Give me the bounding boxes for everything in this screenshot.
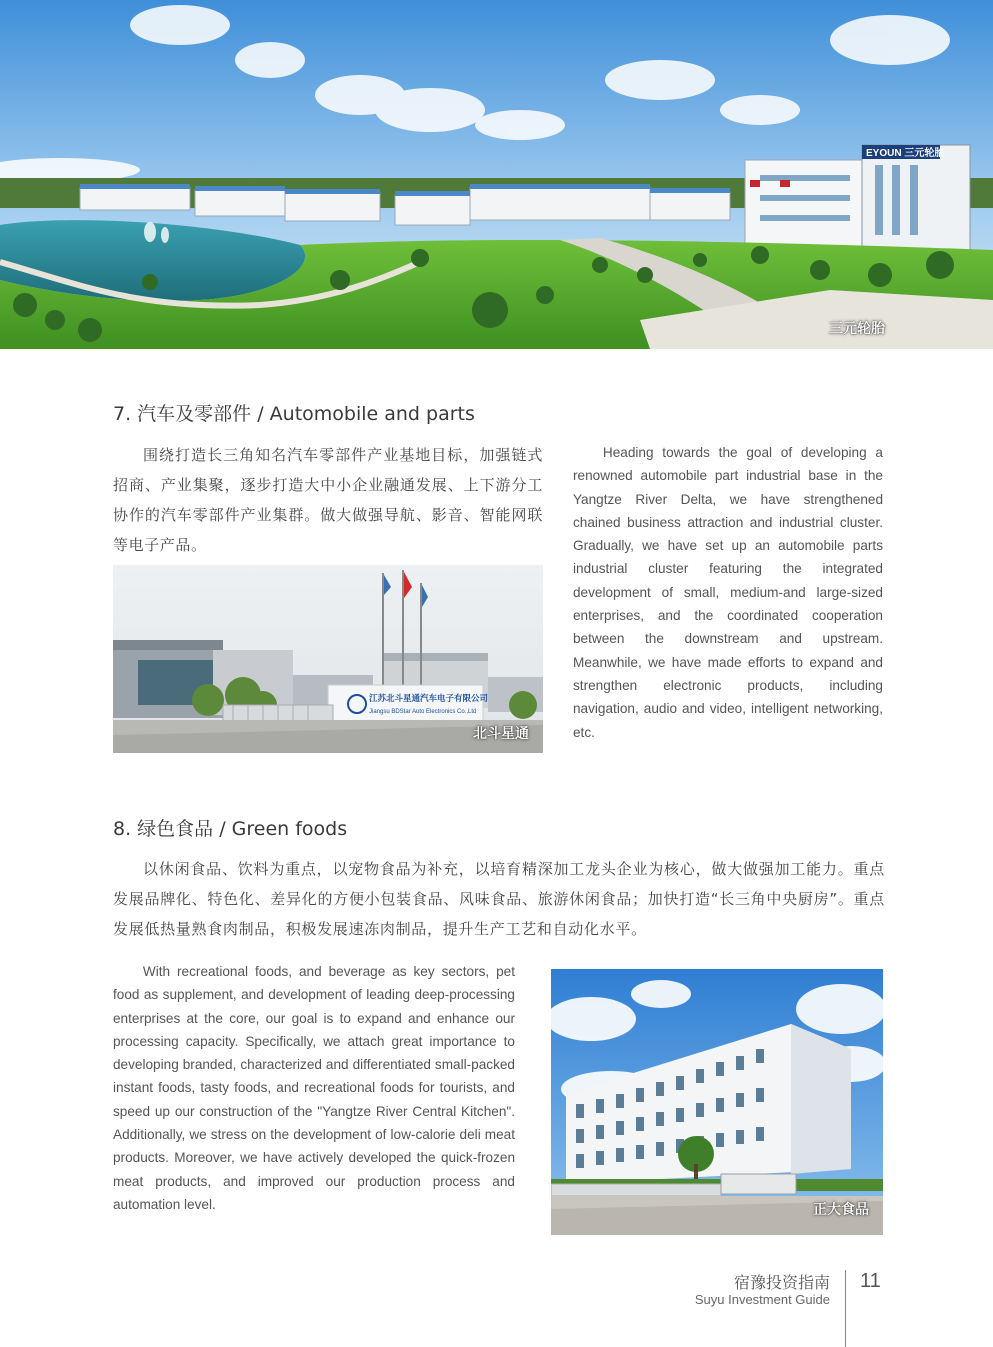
page-number: 11 bbox=[860, 1270, 881, 1292]
zhengda-caption: 正大食品 bbox=[813, 1202, 869, 1218]
bdstar-caption: 北斗星通 bbox=[473, 726, 529, 742]
footer-title-english: Suyu Investment Guide bbox=[694, 1292, 830, 1307]
section-7-english-text: Heading towards the goal of developing a renowned automobile part industrial base in the Yangtze River Delta, we have strengthened chained business attraction and industrial cluster. Gradually, we have set up an automobile parts industrial cluster featuring the integrated development of small, medium-and large-sized enterprises, and the coordinated cooperation between the downstream and upstream. Meanwhile, we have made efforts to expand and strengthen electronic products, including navigation, audio and video, intelligent networking, etc. bbox=[573, 445, 883, 740]
section-7-chinese-text: 围绕打造长三角知名汽车零部件产业基地目标，加强链式招商、产业集聚，逐步打造大中小企业融通发展、上下游分工协作的汽车零部件产业集群。做大做强导航、影音、智能网联等电子产品。 bbox=[113, 446, 543, 554]
bdstar-sign-english: Jiangsu BDStar Auto Electronics Co.,Ltd bbox=[369, 709, 477, 715]
section-8-title: 8. 绿色食品 / Green foods bbox=[113, 818, 348, 840]
section-8-english-text: With recreational foods, and beverage as key sectors, pet food as supplement, and development of leading deep-processing enterprises at the core, our goal is to expand and enhance our processing capacity. Specifically, we attach great importance to developing branded, characterized and differentiated small-packed instant foods, tasty foods, and recreational foods for tourists, and speed up our construction of the "Yangtze River Central Kitchen". Additionally, we stress on the development of low-calorie deli meat products. Moreover, we have actively developed the quick-frozen meat products, and improved our production process and automation level. bbox=[113, 964, 515, 1212]
section-7-title: 7. 汽车及零部件 / Automobile and parts bbox=[113, 403, 475, 425]
eyoun-sign: EYOUN 三元轮胎 bbox=[866, 148, 945, 159]
zhengda-building-image bbox=[551, 969, 883, 1235]
zhengda-food-building-photo bbox=[551, 969, 883, 1235]
section-8-chinese-text: 以休闲食品、饮料为重点，以宠物食品为补充，以培育精深加工龙头企业为核心，做大做强加工能力。重点发展品牌化、特色化、差异化的方便小包装食品、风味食品、旅游休闲食品；加快打造“长三角中央厨房”。重点发展低热量熟食肉制品，积极发展速冻肉制品，提升生产工艺和自动化水平。 bbox=[113, 860, 885, 938]
bdstar-sign-chinese: 江苏北斗星通汽车电子有限公司 bbox=[369, 694, 489, 704]
industrial-park-panorama bbox=[0, 0, 993, 349]
bdstar-building-photo bbox=[113, 565, 543, 753]
footer-title-chinese: 宿豫投资指南 bbox=[733, 1273, 830, 1292]
hero-caption: 三元轮胎 bbox=[829, 321, 885, 337]
hero-panorama-image bbox=[0, 0, 993, 349]
footer-divider bbox=[845, 1270, 846, 1347]
